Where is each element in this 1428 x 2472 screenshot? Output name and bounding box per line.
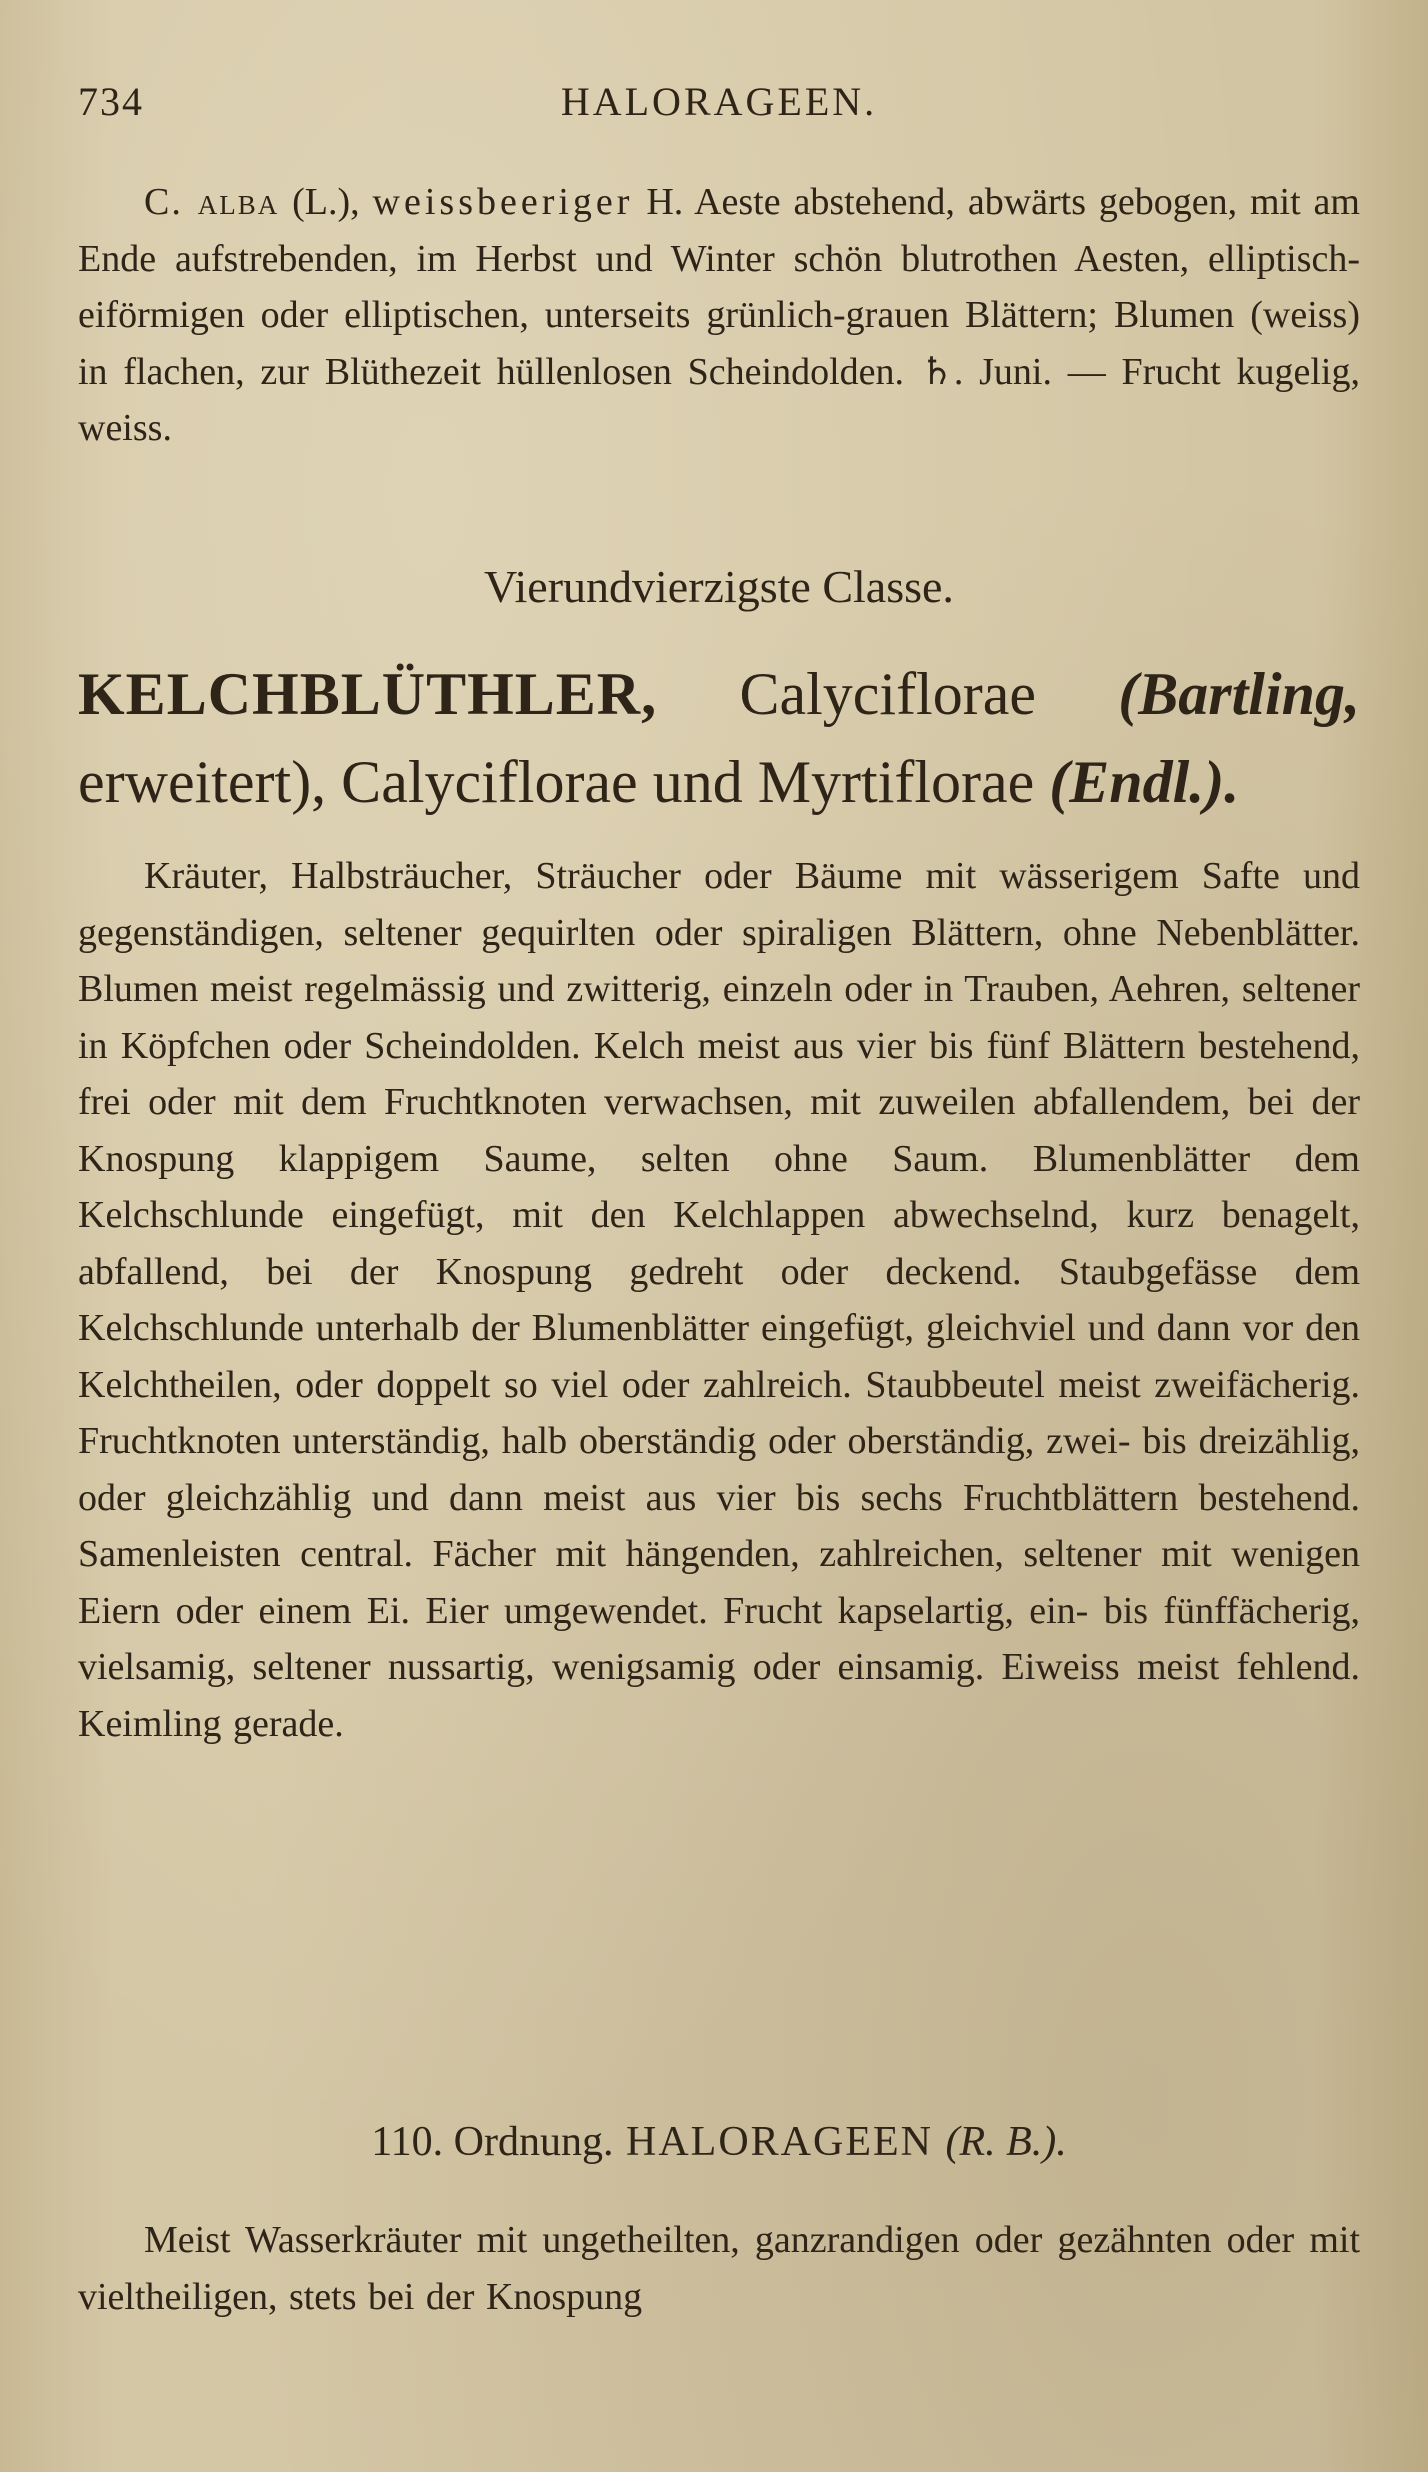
class-title-part2: erweitert), Calyciflorae und Myrtiflorae — [78, 749, 1050, 815]
page-header — [78, 70, 1360, 130]
class-title-author1: (Bartling, — [1118, 661, 1360, 727]
species-name: C. alba — [144, 181, 280, 223]
order-author: (R. B.). — [945, 2119, 1067, 2165]
class-title-author2: (Endl.). — [1049, 749, 1240, 815]
class-heading: Vierundvierzigste Classe. — [484, 561, 954, 612]
order-description-block — [78, 2212, 1360, 2325]
order-heading — [78, 2118, 1360, 2166]
order-number: 110. Ordnung. — [371, 2119, 614, 2165]
page-number: 734 — [78, 79, 144, 124]
order-name: HALORAGEEN — [613, 2119, 946, 2165]
species-common-name: weissbeeriger — [372, 181, 634, 223]
class-description-block — [78, 848, 1360, 1752]
class-title-part1: Calyciflorae — [657, 661, 1119, 727]
class-title — [78, 650, 1360, 826]
class-description: Kräuter, Halbsträucher, Sträucher oder Bäume mit wässerigem Safte und gegenständigen, seltener gequirlten oder spiraligen Blättern, ohne Nebenblätter. Blumen meist regelmässig und zwitterig, einzeln oder in Trauben, Aehren, seltener in Köpfchen oder Scheindolden. Kelch meist aus vier bis fünf Blättern bestehend, frei oder mit dem Fruchtknoten verwachsen, mit zuweilen abfallendem, bei der Knospung klappigem Saume, selten ohne Saum. Blumenblätter dem Kelchschlunde eingefügt, mit den Kelchlappen abwechselnd, kurz benagelt, abfallend, bei der Knospung gedreht oder deckend. Staubgefässe dem Kelchschlunde unterhalb der Blumenblätter eingefügt, gleichviel und dann vor den Kelchtheilen, oder doppelt so viel oder zahlreich. Staubbeutel meist zweifächerig. Fruchtknoten unterständig, halb oberständig oder oberständig, zwei- bis dreizählig, oder gleichzählig und dann meist aus vier bis sechs Fruchtblättern bestehend. Samenleisten central. Fächer mit hängenden, zahlreichen, seltener mit wenigen Eiern oder einem Ei. Eier umgewendet. Frucht kapselartig, ein- bis fünffächerig, vielsamig, seltener nussartig, wenigsamig oder einsamig. Eiweiss meist fehlend. Keimling gerade. — [78, 855, 1360, 1745]
species-description: H. Aeste abstehend, abwärts gebogen, mit am Ende aufstrebenden, im Herbst und Winter schön blutrothen Aesten, elliptisch-eiförmigen oder elliptischen, unterseits grünlich-grauen Blättern; Blumen (weiss) in flachen, zur Blüthezeit hüllenlosen Scheindolden. ♄. Juni. — Frucht kugelig, weiss. — [78, 181, 1360, 449]
class-title-caps: KELCHBLÜTHLER, — [78, 661, 658, 727]
running-head: HALORAGEEN. — [560, 79, 878, 124]
species-entry — [78, 174, 1360, 457]
order-description: Meist Wasserkräuter mit ungetheilten, ganzrandigen oder gezähnten oder mit vieltheiligen, stets bei der Knospung — [78, 2219, 1360, 2318]
species-entry-paragraph — [78, 174, 1360, 457]
species-author: (L.), — [292, 181, 360, 223]
